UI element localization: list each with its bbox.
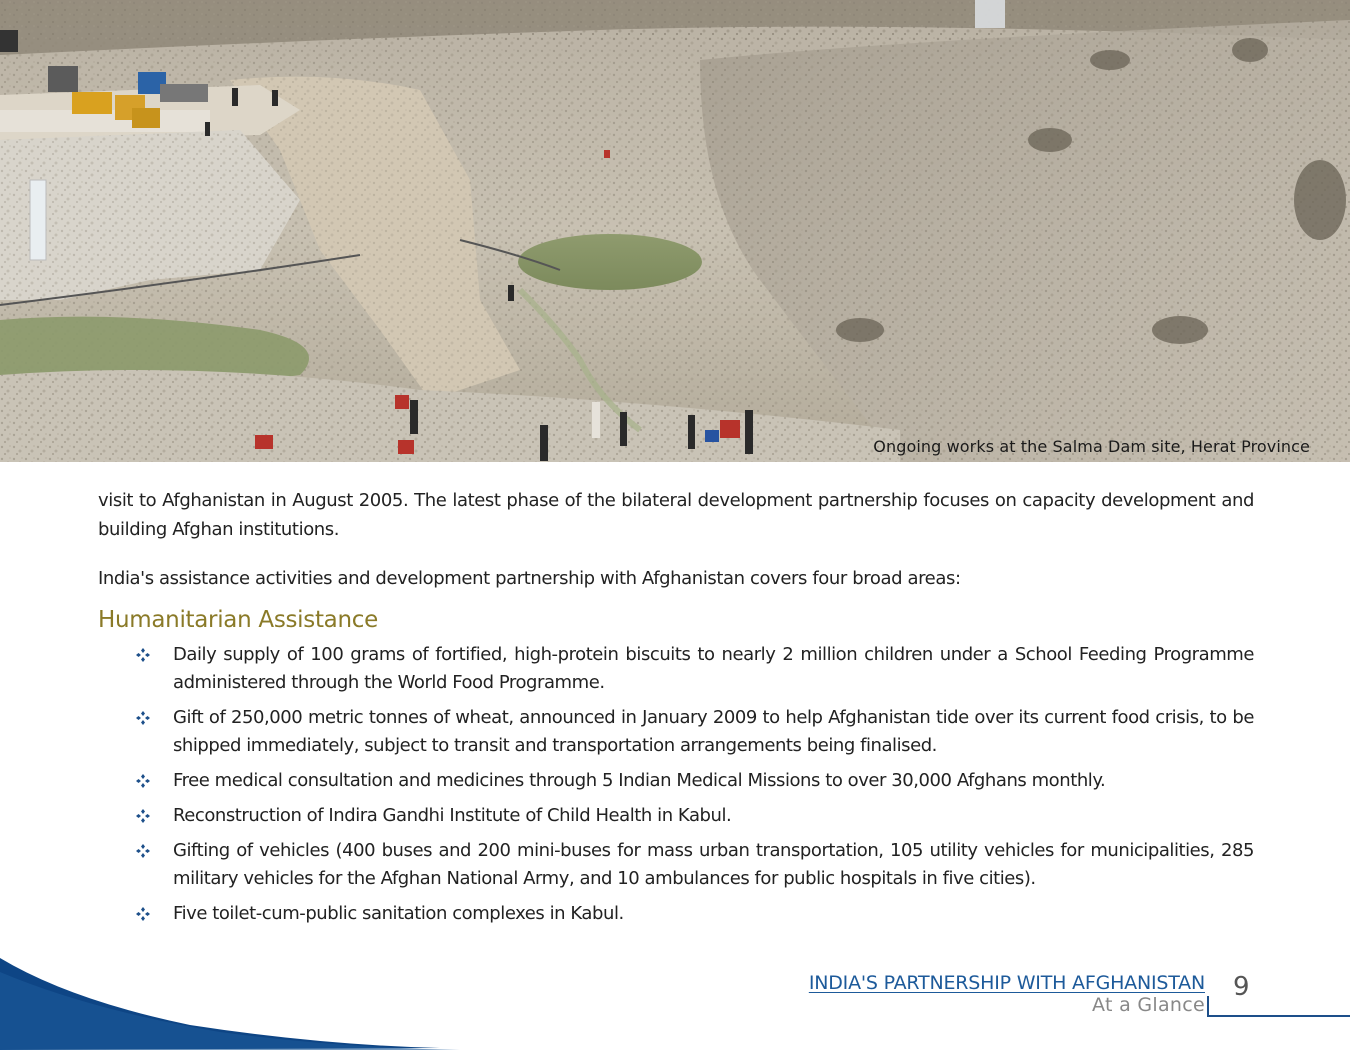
bullet-item	[98, 900, 1254, 928]
page-number: 9	[1233, 972, 1250, 1002]
bullet-text: Five toilet-cum-public sanitation complexes in Kabul.	[173, 903, 624, 924]
main-content	[98, 486, 1254, 935]
bullet-text: Daily supply of 100 grams of fortified, high-protein biscuits to nearly 2 million children under a School Feeding Programme administered through the World Food Programme.	[173, 644, 1254, 693]
body-paragraph-2: India's assistance activities and development partnership with Afghanistan covers four broad areas:	[98, 568, 961, 589]
diamond-cluster-icon	[136, 774, 150, 788]
bullet-item	[98, 704, 1254, 760]
bullet-item	[98, 767, 1254, 795]
body-paragraph-1: visit to Afghanistan in August 2005. The latest phase of the bilateral development partnership focuses on capacity development and building Afghan institutions.	[98, 490, 1254, 540]
bullet-text: Free medical consultation and medicines through 5 Indian Medical Missions to over 30,000 Afghans monthly.	[173, 770, 1106, 791]
bullet-item	[98, 802, 1254, 830]
dam-site-photo	[0, 0, 1350, 462]
diamond-cluster-icon	[136, 809, 150, 823]
diamond-cluster-icon	[136, 648, 150, 662]
diamond-cluster-icon	[136, 844, 150, 858]
bullet-text: Gifting of vehicles (400 buses and 200 mini-buses for mass urban transportation, 105 utility vehicles for municipalities, 285 military vehicles for the Afghan National Army, and 10 ambulances for public hospitals in five cities).	[173, 840, 1254, 889]
bullet-item	[98, 641, 1254, 697]
diamond-cluster-icon	[136, 907, 150, 921]
footer-rule-vertical	[1207, 996, 1209, 1016]
bullet-item	[98, 837, 1254, 893]
humanitarian-bullet-list	[98, 641, 1254, 928]
section-heading-humanitarian: Humanitarian Assistance	[98, 607, 378, 633]
footer-swoosh-graphic	[0, 940, 460, 1050]
footer-rule-horizontal	[1207, 1015, 1350, 1017]
footer-publication-subtitle: At a Glance	[1092, 994, 1205, 1016]
footer-publication-title: INDIA'S PARTNERSHIP WITH AFGHANISTAN	[808, 972, 1205, 994]
photo-caption: Ongoing works at the Salma Dam site, Herat Province	[873, 437, 1310, 456]
bullet-text: Gift of 250,000 metric tonnes of wheat, announced in January 2009 to help Afghanistan tide over its current food crisis, to be shipped immediately, subject to transit and transportation arrangements being finalised.	[173, 707, 1254, 756]
bullet-text: Reconstruction of Indira Gandhi Institute of Child Health in Kabul.	[173, 805, 732, 826]
diamond-cluster-icon	[136, 711, 150, 725]
